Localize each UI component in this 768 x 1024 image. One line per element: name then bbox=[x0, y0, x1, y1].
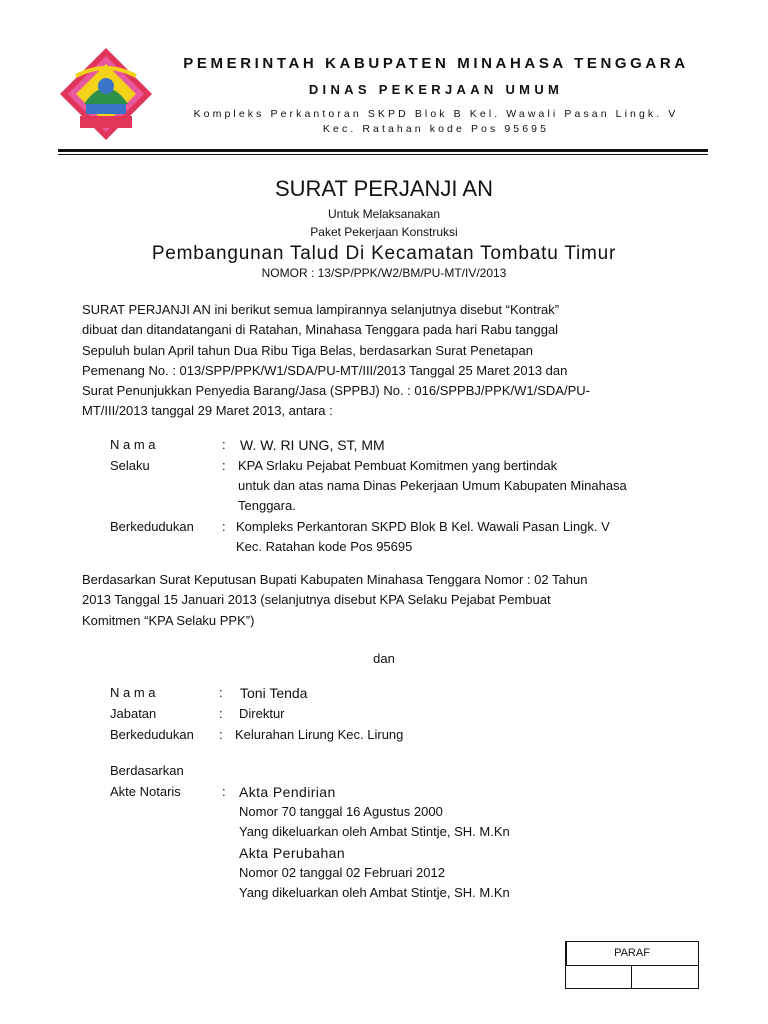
party1-address-label: Berkedudukan bbox=[110, 519, 194, 534]
initials-box-divider bbox=[631, 966, 632, 989]
colon: : bbox=[222, 519, 226, 534]
contract-number: NOMOR : 13/SP/PPK/W2/BM/PU-MT/IV/2013 bbox=[261, 266, 507, 280]
basis-label: Berdasarkan bbox=[110, 763, 184, 778]
deed-amendment-title: Akta Perubahan bbox=[239, 845, 346, 861]
office-address-line-1: Kompleks Perkantoran SKPD Blok B Kel. Wawali Pasan Lingk. V bbox=[193, 108, 679, 120]
basis-paragraph bbox=[82, 570, 686, 631]
header-rule-thin bbox=[58, 154, 708, 155]
header-rule-thick bbox=[58, 149, 708, 152]
basis-line: Komitmen “KPA Selaku PPK”) bbox=[82, 612, 255, 628]
party1-name: W. W. RI UNG, ST, MM bbox=[240, 437, 385, 453]
notary-deed-label: Akte Notaris bbox=[110, 784, 181, 799]
office-address-line-2: Kec. Ratahan kode Pos 95695 bbox=[322, 123, 550, 135]
party2-address: Kelurahan Lirung Kec. Lirung bbox=[235, 727, 404, 742]
party1-role-label: Selaku bbox=[110, 458, 150, 473]
government-heading: PEMERINTAH KABUPATEN MINAHASA TENGGARA bbox=[183, 55, 689, 72]
colon: : bbox=[222, 784, 226, 799]
party1-role-line: Tenggara. bbox=[238, 498, 296, 513]
deed-establishment-issuer: Yang dikeluarkan oleh Ambat Stintje, SH. M.Kn bbox=[239, 824, 510, 839]
project-name: Pembangunan Talud Di Kecamatan Tombatu Timur bbox=[151, 243, 617, 264]
basis-line: 2013 Tanggal 15 Januari 2013 (selanjutnya disebut KPA Selaku Pejabat Pembuat bbox=[82, 592, 551, 608]
deed-establishment-number: Nomor 70 tanggal 16 Agustus 2000 bbox=[239, 804, 443, 819]
conjunction-dan: dan bbox=[373, 651, 395, 666]
colon: : bbox=[222, 437, 226, 452]
colon: : bbox=[222, 458, 226, 473]
colon: : bbox=[219, 727, 223, 742]
intro-paragraph bbox=[82, 300, 686, 422]
regency-emblem-icon bbox=[58, 46, 154, 142]
intro-line: SURAT PERJANJI AN ini berikut semua lampirannya selanjutnya disebut “Kontrak” bbox=[82, 302, 560, 317]
deed-establishment-title: Akta Pendirian bbox=[239, 784, 336, 800]
party2-address-label: Berkedudukan bbox=[110, 727, 194, 742]
initials-box-header: PARAF bbox=[565, 941, 699, 966]
office-address bbox=[160, 107, 712, 137]
intro-line: dibuat dan ditandatangani di Ratahan, Minahasa Tenggara pada hari Rabu tanggal bbox=[82, 322, 559, 338]
basis-line: Berdasarkan Surat Keputusan Bupati Kabupaten Minahasa Tenggara Nomor : 02 Tahun bbox=[82, 572, 588, 587]
subtitle-line-1: Untuk Melaksanakan bbox=[327, 207, 441, 221]
party1-address-line: Kompleks Perkantoran SKPD Blok B Kel. Wawali Pasan Lingk. V bbox=[236, 519, 610, 534]
subtitle-line-2: Paket Pekerjaan Konstruksi bbox=[310, 225, 458, 239]
party1-address-line: Kec. Ratahan kode Pos 95695 bbox=[236, 539, 413, 554]
party2-position-label: Jabatan bbox=[110, 706, 157, 721]
party2-name: Toni Tenda bbox=[240, 685, 308, 701]
intro-line: MT/III/2013 tanggal 29 Maret 2013, antara : bbox=[82, 403, 333, 419]
party1-address bbox=[236, 517, 688, 557]
party1-name-label: N a m a bbox=[110, 437, 156, 452]
intro-line: Surat Penunjukkan Penyedia Barang/Jasa (SPPBJ) No. : 016/SPPBJ/PPK/W1/SDA/PU- bbox=[82, 383, 590, 399]
deed-amendment-number: Nomor 02 tanggal 02 Februari 2012 bbox=[239, 865, 445, 880]
party2-position: Direktur bbox=[239, 706, 285, 721]
document-title: SURAT PERJANJI AN bbox=[274, 176, 493, 201]
party2-name-label: N a m a bbox=[110, 685, 156, 700]
colon: : bbox=[219, 685, 223, 700]
party1-role-line: KPA Srlaku Pejabat Pembuat Komitmen yang bertindak bbox=[238, 458, 558, 473]
party1-role bbox=[238, 456, 688, 516]
intro-line: Sepuluh bulan April tahun Dua Ribu Tiga Belas, berdasarkan Surat Penetapan bbox=[82, 342, 533, 358]
deed-amendment-issuer: Yang dikeluarkan oleh Ambat Stintje, SH. M.Kn bbox=[239, 885, 510, 900]
colon: : bbox=[219, 706, 223, 721]
intro-line: Pemenang No. : 013/SPP/PPK/W1/SDA/PU-MT/III/2013 Tanggal 25 Maret 2013 dan bbox=[82, 362, 568, 378]
department-heading: DINAS PEKERJAAN UMUM bbox=[308, 82, 564, 97]
party1-role-line: untuk dan atas nama Dinas Pekerjaan Umum Kabupaten Minahasa bbox=[238, 478, 627, 493]
